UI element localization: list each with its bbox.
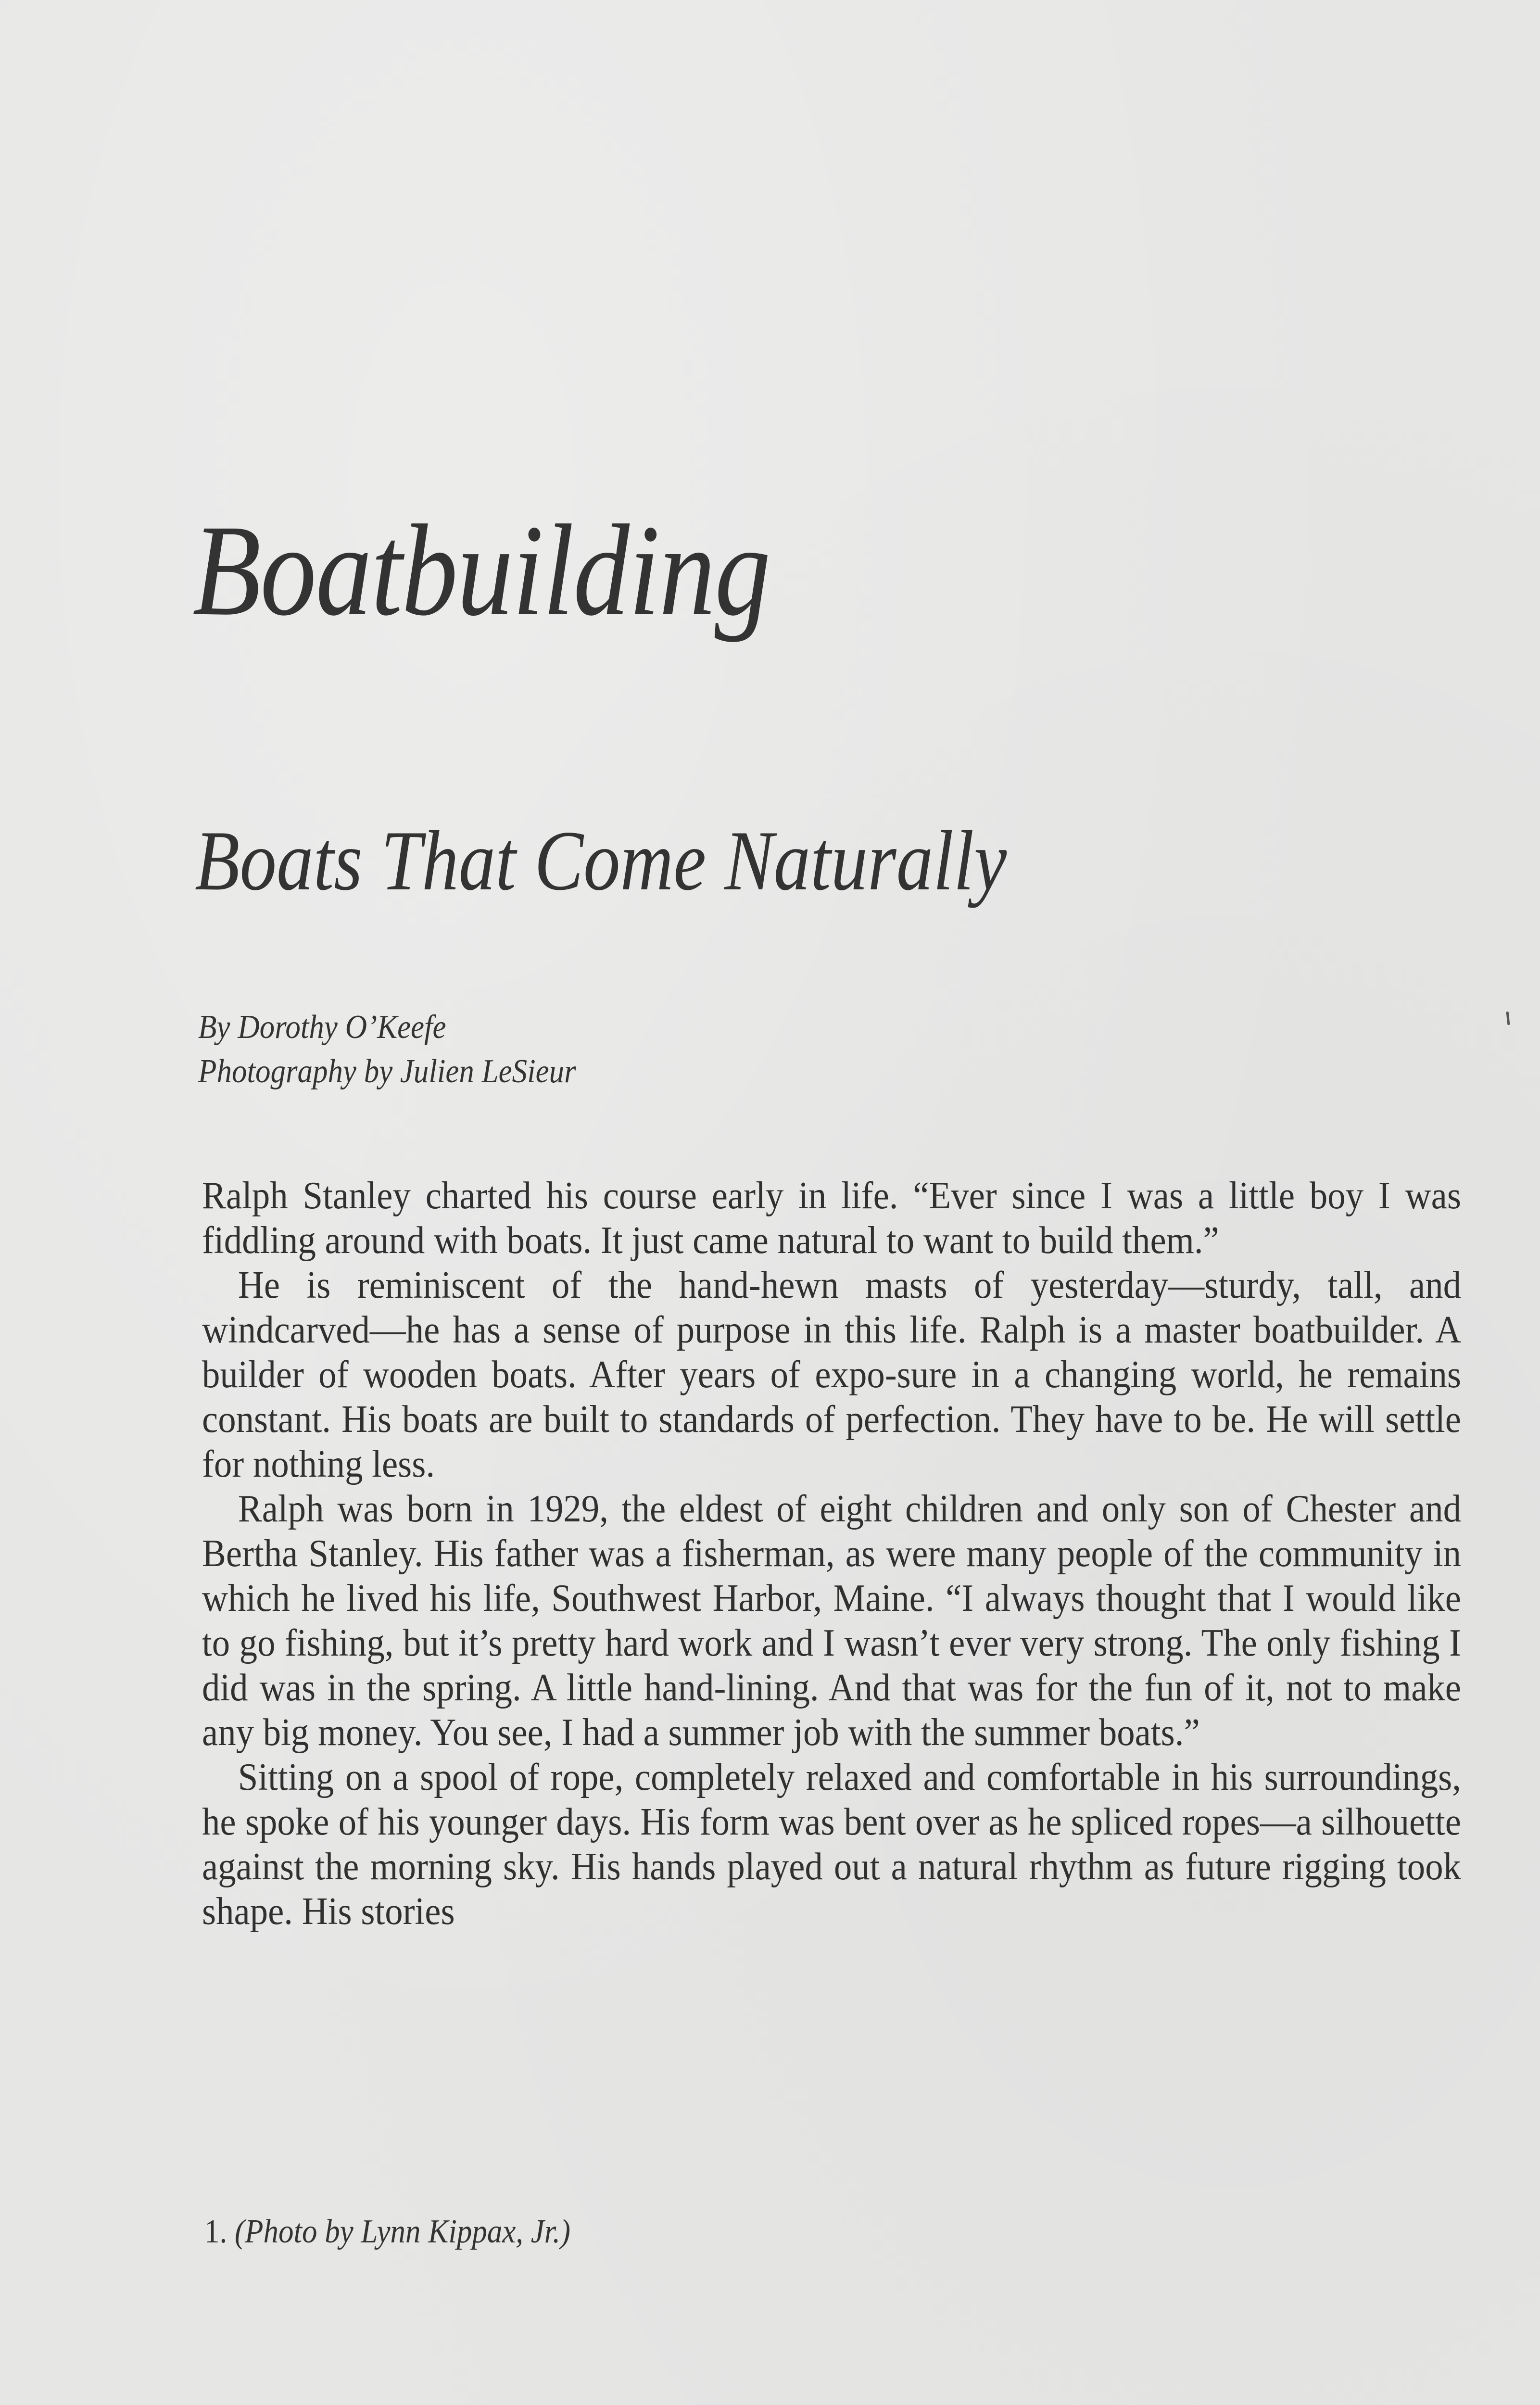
caption-credit: (Photo by Lynn Kippax, Jr.) (235, 2213, 571, 2250)
caption-number: 1. (204, 2213, 227, 2250)
section-title: Boatbuilding (192, 498, 770, 643)
byline (198, 1005, 576, 1094)
photo-caption (204, 2215, 570, 2249)
article-body (202, 1174, 1461, 1934)
author-credit: By Dorothy O’Keefe (198, 1009, 446, 1046)
print-speck-mark (1506, 1012, 1510, 1025)
article-title: Boats That Come Naturally (195, 813, 1007, 908)
paragraph: Sitting on a spool of rope, completely relaxed and comfortable in his surroundings, he spoke of his younger days. His form was bent over as he spliced ropes—a silhouette against the morning sky. His hands played out a natural rhythm as future rigging took shape. His stories (202, 1756, 1461, 1933)
paragraph: He is reminiscent of the hand-hewn masts of yesterday—sturdy, tall, and windcarved—he has a sense of purpose in this life. Ralph is a master boatbuilder. A builder of wooden boats. After years of expo-sure in a changing world, he remains constant. His boats are built to standards of perfection. They have to be. He will settle for nothing less. (202, 1264, 1461, 1485)
paragraph: Ralph Stanley charted his course early in life. “Ever since I was a little boy I was fiddling around with boats. It just came natural to want to build them.” (202, 1175, 1461, 1262)
photography-credit: Photography by Julien LeSieur (198, 1053, 576, 1090)
paragraph: Ralph was born in 1929, the eldest of eight children and only son of Chester and Bertha Stanley. His father was a fisherman, as were many people of the community in which he lived his life, Southwest Harbor, Maine. “I always thought that I would like to go fishing, but it’s pretty hard work and I wasn’t ever very strong. The only fishing I did was in the spring. A little hand-lining. And that was for the fun of it, not to make any big money. You see, I had a summer job with the summer boats.” (202, 1488, 1461, 1754)
